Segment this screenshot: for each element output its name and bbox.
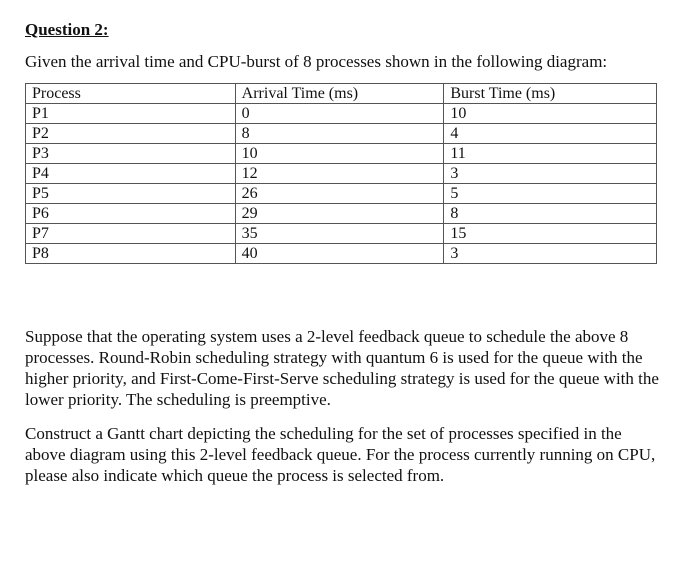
- cell-process: P8: [26, 244, 236, 264]
- table-row: [26, 244, 657, 264]
- cell-burst-time: 5: [444, 184, 657, 204]
- process-table: [25, 83, 657, 264]
- table-row: [26, 184, 657, 204]
- cell-arrival-time: 8: [235, 124, 444, 144]
- table-row: [26, 144, 657, 164]
- cell-process: P5: [26, 184, 236, 204]
- cell-arrival-time: 12: [235, 164, 444, 184]
- table-row: [26, 204, 657, 224]
- cell-burst-time: 3: [444, 244, 657, 264]
- cell-process: P1: [26, 104, 236, 124]
- header-burst-time: Burst Time (ms): [444, 84, 657, 104]
- cell-burst-time: 4: [444, 124, 657, 144]
- table-row: [26, 124, 657, 144]
- cell-arrival-time: 35: [235, 224, 444, 244]
- cell-burst-time: 3: [444, 164, 657, 184]
- cell-burst-time: 8: [444, 204, 657, 224]
- cell-burst-time: 15: [444, 224, 657, 244]
- cell-arrival-time: 29: [235, 204, 444, 224]
- question-intro: Given the arrival time and CPU-burst of 8 processes shown in the following diagram:: [25, 52, 608, 71]
- cell-burst-time: 11: [444, 144, 657, 164]
- header-process: Process: [26, 84, 236, 104]
- cell-process: P4: [26, 164, 236, 184]
- cell-process: P2: [26, 124, 236, 144]
- cell-arrival-time: 40: [235, 244, 444, 264]
- cell-arrival-time: 26: [235, 184, 444, 204]
- cell-arrival-time: 10: [235, 144, 444, 164]
- table-row: [26, 164, 657, 184]
- cell-process: P7: [26, 224, 236, 244]
- cell-process: P3: [26, 144, 236, 164]
- task-instructions: Construct a Gantt chart depicting the scheduling for the set of processes specified in the above diagram using this 2-level feedback queue. For the process currently running on CPU, please also indicate which queue the process is selected from.: [25, 424, 656, 485]
- table-header-row: [26, 84, 657, 104]
- table-row: [26, 104, 657, 124]
- cell-burst-time: 10: [444, 104, 657, 124]
- cell-process: P6: [26, 204, 236, 224]
- question-title: Question 2:: [25, 20, 109, 39]
- header-arrival-time: Arrival Time (ms): [235, 84, 444, 104]
- table-row: [26, 224, 657, 244]
- scheduling-description: Suppose that the operating system uses a 2-level feedback queue to schedule the above 8 processes. Round-Robin scheduling strategy with quantum 6 is used for the queue with the higher priority, and First-Come-First-Serve scheduling strategy is used for the queue with the lower priority. The scheduling is preemptive.: [25, 327, 659, 409]
- cell-arrival-time: 0: [235, 104, 444, 124]
